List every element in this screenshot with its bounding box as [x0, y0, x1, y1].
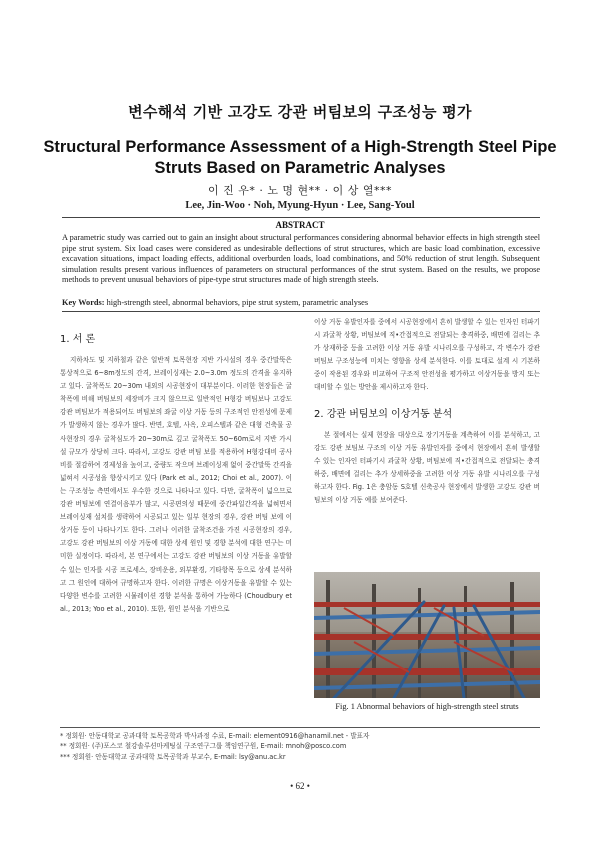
authors-korean: 이 진 우* · 노 명 현** · 이 상 열***	[207, 184, 393, 197]
figure-caption: Fig. 1 Abnormal behaviors of high-strength steel struts	[335, 702, 519, 711]
strut-photo-illustration	[314, 572, 540, 698]
figure-strut-photo	[314, 572, 540, 698]
abstract-heading: ABSTRACT	[275, 220, 325, 230]
footnote-author3: *** 정회원· 안동대학교 공과대학 토목공학과 부교수, E-mail: lsy@anu.ac.kr	[60, 752, 286, 761]
abstract-text: A parametric study was carried out to gain an insight about structural performances considering abnormal behavior effects in high strength steel pipe strut system. Six load cases were considered as undesirable deflections of strut structures, which are basic load combination, excessive excavation situations, impact loading effects, additional overburden loads, load combinations, and 50% reduction of strut length. Subsequent simulation results present various influences of parameters on structural performances of the strut system. Based on the results, we propose methods to prevent unusual behaviors of pipe-type strut structures made of high strength steels.	[62, 233, 540, 285]
left-column	[60, 316, 292, 616]
right-column	[314, 316, 540, 507]
footnote-author2: ** 정회원· (주)포스코 철강솔루션마케팅실 구조연구그룹 책임연구원, E-mail: mnoh@posco.com	[60, 742, 347, 751]
section1-continuation: 이상 거동 유발인자를 중에서 시공현장에서 흔히 발생할 수 있는 인자인 터파기 시 과굴착 상황, 버팀보에 직•간접적으로 전달되는 충격하중, 배면에 걸리는 추가 상재하중 등을 고려한 이상 거동 유발 시나리오를 구성하고, 각 변수가 강관 버팀보 구조성능에 미치는 영향을 상세 분석한다. 이를 토대로 설계 시 기본하중이 작용된 경우와 비교하여 구조적 안전성을 평가하고 이상거동을 방지 또는 대비할 수 있는 방안을 제시하고자 한다.	[314, 318, 540, 392]
korean-title: 변수해석 기반 고강도 강관 버팀보의 구조성능 평가	[128, 103, 472, 121]
keywords-rule	[62, 311, 540, 312]
section2-heading: 2. 강관 버팀보의 이상거동 분석	[314, 408, 453, 420]
keywords-line	[62, 298, 540, 307]
page-number: • 62 •	[290, 781, 310, 791]
section1-paragraph: 지하차도 및 지하철과 같은 일반적 토목현장 지반 가시설의 경우 중간말뚝은 통상적으로 6~8m정도의 간격, 브레이싱재는 2.0~3.0m 정도의 간격을 유지하고 있다. 굴착폭도 20~30m 내외의 시공현장이 대부분이다. 이러한 현장들은 굴착폭에 비해 버팀보의 세장비가 크지 않으므로 일반적인 H형강 버팀보나 고강도 강관 버팀보가 적용되어도 버팀보의 좌굴 이상 거동 등의 구조적인 안전성에 문제가 발생하지 않는 경우가 많다. 반면, 호텔, 사옥, 오피스텔과 같은 대형 건축물 공사현장의 경우 굴착심도가 20~30m로 깊고 굴착폭도 50~60m로서 지반 가시설 규모가 상당히 크다. 따라서, 고강도 강관 버팀 보를 적용하여 H형강대비 공사비를 절감하여 경제성을 높이고, 중량도 작으며 브레이싱재 없이 중간말뚝 간격을 넓혀서 시공성을 향상시키고 있다 (Park et al., 2012; Choi et al., 2007). 이는 구조성능 측면에서도 우수한 것으로 나타나고 있다. 다만, 굴착폭이 넓으므로 강관 버팀보에 연결이음부가 많고, 시공편의성 때문에 중간파일간격을 넓혀면서 브레이싱재 설치를 생략하여 시공되고 있는 일부 현장의 경우, 강관 버팀 보에 이상거동 등이 나타나기도 한다. 그러나 이러한 굴착조건을 가진 시공현장의 경우, 고강도 강관 버팀보의 이상 거동에 대한 상세 원인 및 경향 분석에 대한 연구는 미미한 실정이다. 따라서, 본 연구에서는 고강도 강관 버팀보의 이상 거동을 유발할 수 있는 인자를 시공 프로세스, 장비운용, 외부환경, 기타항목 등으로 상세 분석하고 그 원인에 대하여 규명하고자 한다. 이러한 규명은 이상거동을 유발할 수 있는 다양한 변수를 고려한 시뮬레이션 경향 분석을 통하여 가능하다 (Choudbury et al., 2013; Yoo et al., 2010). 또한, 원인 분석을 기반으로	[60, 356, 292, 613]
footnotes	[60, 731, 540, 762]
section2-paragraph: 본 절에서는 실제 현장을 대상으로 장기거동을 계측하여 이를 분석하고, 고강도 강관 보팀보 구조의 이상 거동 유발인자를 중에서 현장에서 흔히 발생할 수 있는 인자인 터파기시 과굴착 상황, 버팀보에 직•간접적으로 전달되는 충격하중, 배면에 걸리는 추가 상세하중을 고려한 이상 거동 유발 시나리오를 구성하고자 한다. Fig. 1은 충암동 S호텔 신축공사 현장에서 발생한 고강도 강관 버팀보의 이상 거동 예를 보여준다.	[314, 430, 540, 505]
keywords-text: high-strength steel, abnormal behaviors, pipe strut system, parametric analyses	[104, 298, 369, 307]
authors-english: Lee, Jin-Woo · Noh, Myung-Hyun · Lee, Sang-Youl	[185, 200, 415, 211]
keywords-label: Key Words:	[62, 298, 105, 307]
footnote-rule	[60, 727, 540, 728]
english-title: Structural Performance Assessment of a High-Strength Steel Pipe Struts Based on Parametric Analyses	[43, 138, 557, 177]
section1-heading: 1. 서 론	[60, 334, 96, 345]
abstract-top-rule	[62, 217, 540, 218]
footnote-author1: * 정회원· 안동대학교 공과대학 토목공학과 박사과정 수료, E-mail: element0916@hanamil.net - 발표자	[60, 732, 370, 740]
